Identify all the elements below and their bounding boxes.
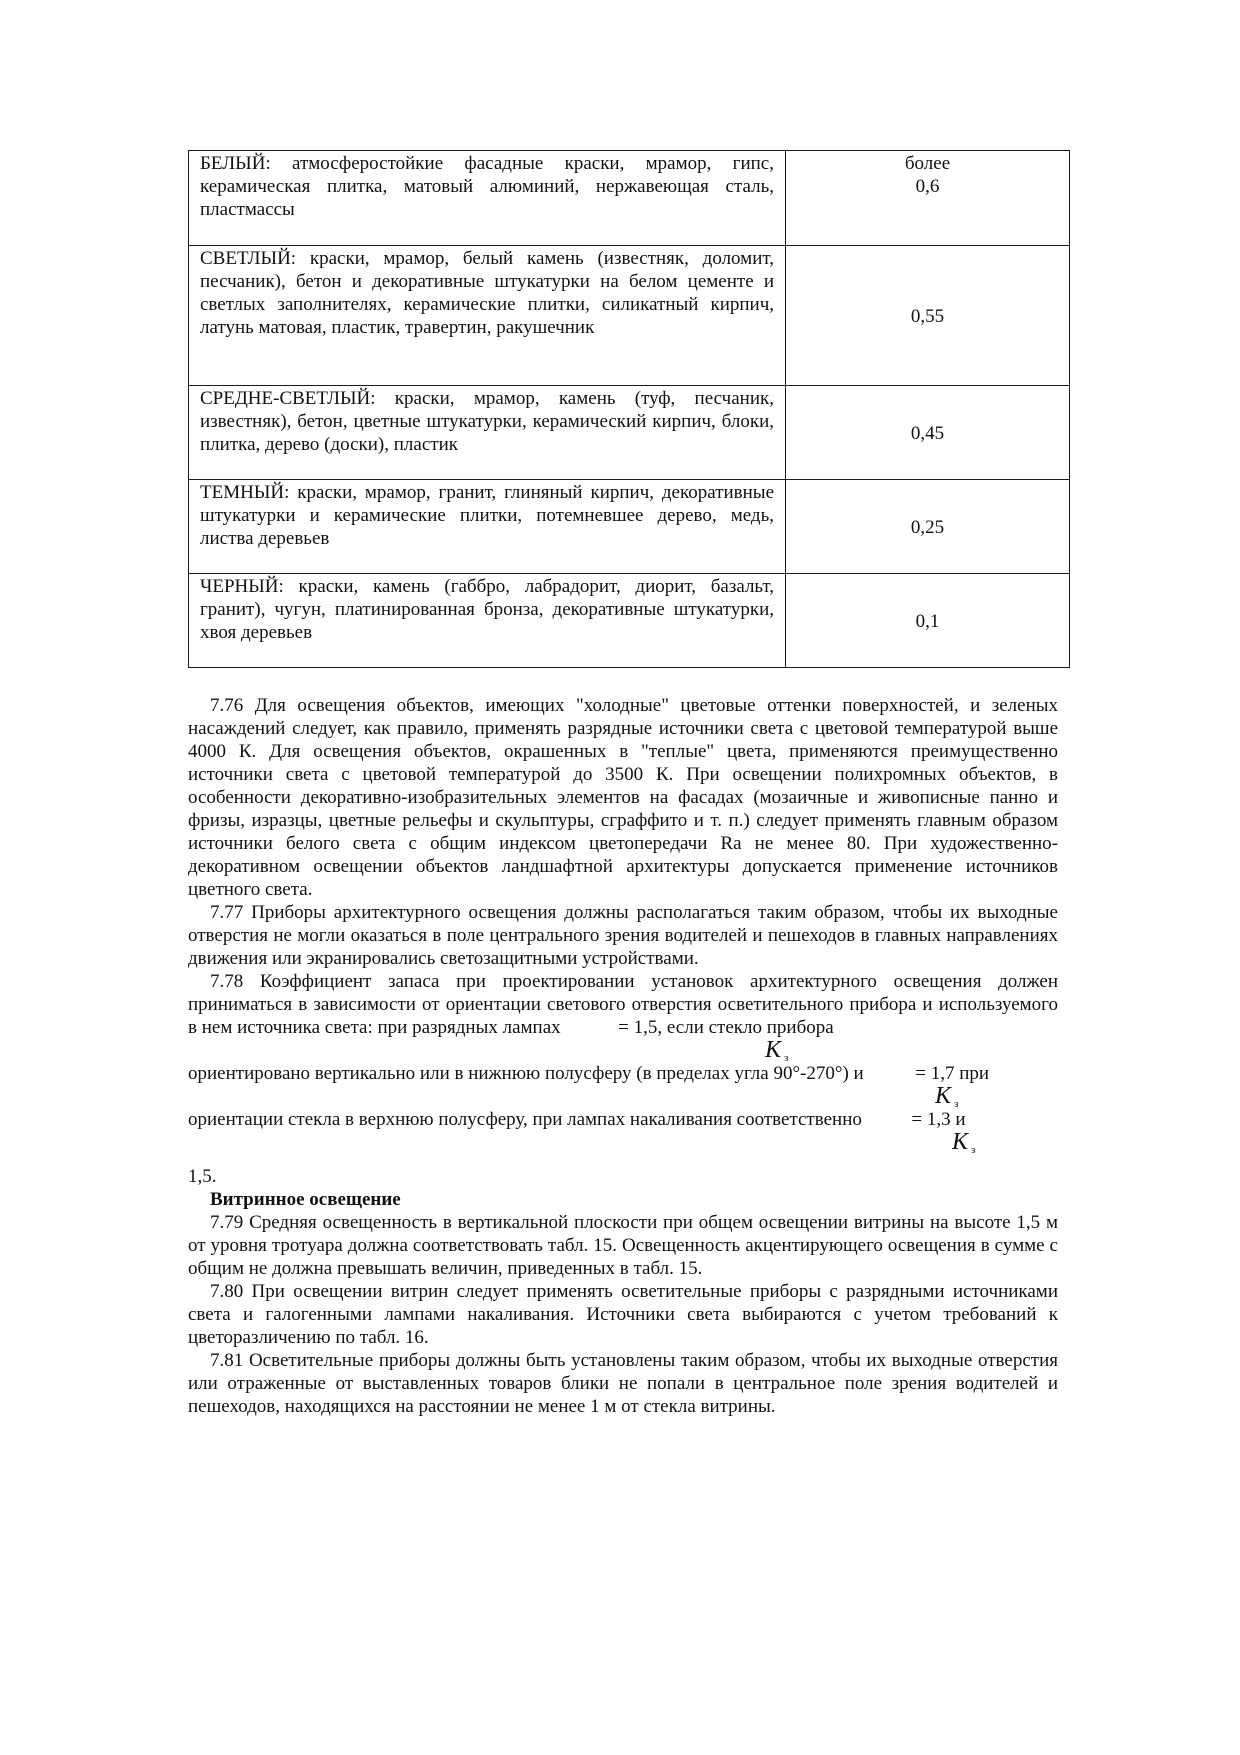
paragraph-7-78-text-3: ориентации стекла в верхнюю полусферу, при лампах накаливания соответственно = 1,3 и — [188, 1109, 966, 1130]
paragraph-7-78-text-1: 7.78 Коэффициент запаса при проектировании установок архитектурного освещения должен приниматься в зависимости от ориентации светового отверстия осветительного прибора и используемого в нем источника света: при разрядных лампах = 1,5, если стекло прибора — [188, 971, 1058, 1038]
table-cell-value: 0,25 — [786, 480, 1070, 574]
coefficient-symbol: K $_з$ — [765, 1037, 789, 1064]
table-row — [189, 246, 1070, 386]
table-cell-material: СВЕТЛЫЙ: краски, мрамор, белый камень (известняк, доломит, песчаник), бетон и декоративные штукатурки на белом цементе и светлых заполнителях, керамические плитки, силикатный кирпич, латунь матовая, пластик, травертин, ракушечник — [189, 246, 786, 386]
reflectance-table — [188, 150, 1070, 668]
table-cell-material: СРЕДНЕ-СВЕТЛЫЙ: краски, мрамор, камень (туф, песчаник, известняк), бетон, цветные штукатурки, керамический кирпич, блоки, плитка, дерево (доски), пластик — [189, 386, 786, 480]
section-title: Витринное освещение — [210, 1189, 401, 1210]
value-line: 0,6 — [915, 176, 940, 197]
document-body — [188, 694, 1058, 1418]
table-row — [189, 574, 1070, 668]
coefficient-line — [188, 1039, 1058, 1062]
paragraph-7-77: 7.77 Приборы архитектурного освещения должны располагаться таким образом, чтобы их выходные отверстия не могли оказаться в поле центрального зрения водителей и пешеходов в главных направлениях движения или экранировались светозащитными устройствами. — [188, 902, 1058, 969]
coefficient-symbol: K $_з$ — [952, 1129, 976, 1156]
value-line: более — [904, 153, 951, 174]
paragraph-7-78-text-2: ориентировано вертикально или в нижнюю полусферу (в пределах угла 90°-270°) и = 1,7 при — [188, 1063, 990, 1084]
table-cell-material: ЧЕРНЫЙ: краски, камень (габбро, лабрадорит, диорит, базальт, гранит), чугун, платинированная бронза, декоративные штукатурки, хвоя деревьев — [189, 574, 786, 668]
table-row — [189, 480, 1070, 574]
table-cell-value — [786, 151, 1070, 246]
paragraph-7-81: 7.81 Осветительные приборы должны быть установлены таким образом, чтобы их выходные отверстия или отраженные от выставленных товаров блики не попали в центральное поле зрения водителей и пешеходов, находящихся на расстоянии не менее 1 м от стекла витрины. — [188, 1350, 1058, 1417]
table-row — [189, 151, 1070, 246]
paragraph-7-80: 7.80 При освещении витрин следует применять осветительные приборы с разрядными источниками света и галогенными лампами накаливания. Источники света выбираются с учетом требований к цветоразличению по табл. 16. — [188, 1281, 1058, 1348]
table-cell-material: БЕЛЫЙ: атмосферостойкие фасадные краски, мрамор, гипс, керамическая плитка, матовый алюминий, нержавеющая сталь, пластмассы — [189, 151, 786, 246]
table-cell-value: 0,1 — [786, 574, 1070, 668]
table-row — [189, 386, 1070, 480]
table-cell-value: 0,45 — [786, 386, 1070, 480]
table-cell-material: ТЕМНЫЙ: краски, мрамор, гранит, глиняный кирпич, декоративные штукатурки и керамические плитки, потемневшее дерево, медь, листва деревьев — [189, 480, 786, 574]
paragraph-7-78-text-4: 1,5. — [188, 1166, 217, 1187]
paragraph-7-78 — [188, 970, 1058, 1188]
coefficient-line — [188, 1131, 1058, 1154]
coefficient-symbol: K $_з$ — [935, 1083, 959, 1110]
table-cell-value: 0,55 — [786, 246, 1070, 386]
paragraph-7-76: 7.76 Для освещения объектов, имеющих "холодные" цветовые оттенки поверхностей, и зеленых насаждений следует, как правило, применять разрядные источники света с цветовой температурой выше 4000 К. Для освещения объектов, окрашенных в "теплые" цвета, применяются преимущественно источники света с цветовой температурой до 3500 К. При освещении полихромных объектов, в особенности декоративно-изобразительных элементов на фасадах (мозаичные и живописные панно и фризы, изразцы, цветные рельефы и скульптуры, сграффито и т. п.) следует применять главным образом источники белого света с общим индексом цветопередачи Ra не менее 80. При художественно-декоративном освещении объектов ландшафтной архитектуры допускается применение источников цветного света. — [188, 695, 1058, 900]
coefficient-line — [188, 1085, 1058, 1108]
paragraph-7-79: 7.79 Средняя освещенность в вертикальной плоскости при общем освещении витрины на высоте 1,5 м от уровня тротуара должна соответствовать табл. 15. Освещенность акцентирующего освещения в сумме с общим не должна превышать величин, приведенных в табл. 15. — [188, 1212, 1058, 1279]
